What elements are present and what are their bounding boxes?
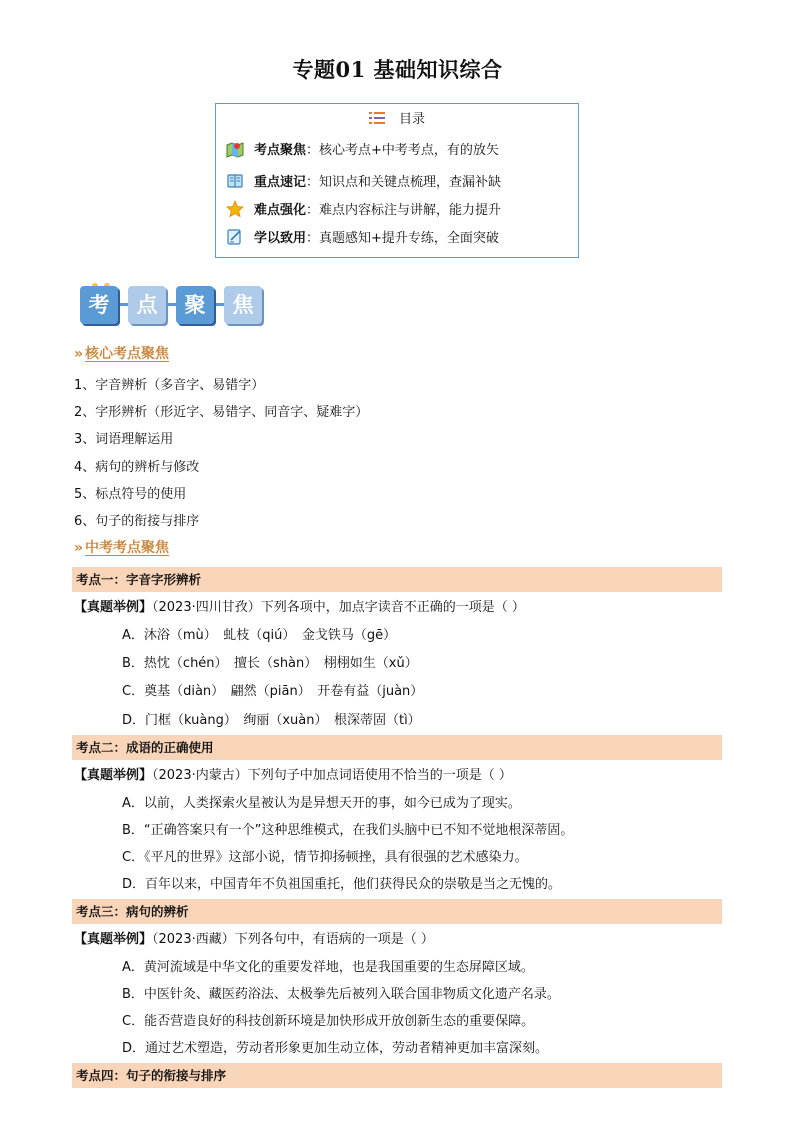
- answer-option: D．通过艺术塑造，劳动者形象更加生动立体，劳动者精神更加丰富深刻。: [122, 1041, 549, 1056]
- exam-point-band: 考点一：字音字形辨析: [72, 567, 722, 592]
- toc-heading: [216, 108, 578, 127]
- exam-question: [74, 928, 434, 947]
- toc-heading-text: 目录: [398, 112, 425, 127]
- section-badge: [80, 283, 270, 327]
- double-chevron-icon: »: [74, 540, 84, 556]
- toc-label: 考点聚焦: [254, 143, 307, 158]
- exam-point-band: 考点三：病句的辨析: [72, 899, 722, 924]
- toc-text: ：知识点和关键点梳理，查漏补缺: [306, 175, 502, 190]
- toc-row-practice: [226, 227, 499, 246]
- toc-row-focus: [226, 139, 499, 158]
- badge-char: 焦: [224, 286, 262, 324]
- badge-char: 点: [128, 286, 166, 324]
- answer-option: C．能否营造良好的科技创新环境是加快形成开放创新生态的重要保障。: [122, 1014, 535, 1029]
- exam-point-band: 考点四：句子的衔接与排序: [72, 1063, 722, 1088]
- core-item: 6、句子的衔接与排序: [74, 514, 200, 529]
- answer-option: B．热忱（chén） 擅长（shàn） 栩栩如生（xǔ）: [122, 656, 418, 671]
- edit-icon: [226, 228, 244, 246]
- question-tag: 【真题举例】: [74, 600, 153, 615]
- answer-option: A．黄河流域是中华文化的重要发祥地，也是我国重要的生态屏障区域。: [122, 960, 534, 975]
- core-section-title: 核心考点聚焦: [85, 346, 170, 362]
- toc-label: 重点速记: [254, 175, 307, 190]
- page-title: 专题01 基础知识综合: [292, 57, 503, 82]
- exam-point-band: 考点二：成语的正确使用: [72, 735, 722, 760]
- badge-char: 考: [80, 286, 118, 324]
- exam-section-title: 中考考点聚焦: [85, 540, 170, 556]
- core-item: 1、字音辨析（多音字、易错字）: [74, 378, 265, 393]
- answer-option: A．以前，人类探索火星被认为是异想天开的事，如今已成为了现实。: [122, 796, 521, 811]
- book-icon: [226, 172, 244, 190]
- answer-option: A．沐浴（mù） 虬枝（qiú） 金戈铁马（gē）: [122, 628, 397, 643]
- double-chevron-icon: »: [74, 346, 84, 362]
- core-item: 2、字形辨析（形近字、易错字、同音字、疑难字）: [74, 405, 369, 420]
- exam-question: [74, 596, 525, 615]
- answer-option: B．中医针灸、藏医药浴法、太极拳先后被列入联合国非物质文化遗产名录。: [122, 987, 560, 1002]
- toc-label: 学以致用: [254, 231, 307, 246]
- list-icon: [369, 112, 385, 124]
- core-item: 3、词语理解运用: [74, 432, 174, 447]
- badge-char: 聚: [176, 286, 214, 324]
- answer-option: C．《平凡的世界》这部小说，情节抑扬顿挫，具有很强的艺术感染力。: [122, 850, 528, 865]
- toc-text: ：难点内容标注与讲解，能力提升: [306, 203, 502, 218]
- toc-row-difficult: [226, 199, 501, 218]
- answer-option: D．百年以来，中国青年不负祖国重托，他们获得民众的崇敬是当之无愧的。: [122, 877, 562, 892]
- answer-option: D．门框（kuàng） 绚丽（xuàn） 根深蒂固（tì）: [122, 713, 421, 728]
- toc-row-notes: [226, 171, 501, 190]
- question-text: （2023·四川甘孜）下列各项中，加点字读音不正确的一项是（ ）: [152, 600, 525, 615]
- answer-option: B．“正确答案只有一个”这种思维模式，在我们头脑中已不知不觉地根深蒂固。: [122, 823, 574, 838]
- exam-question: [74, 764, 512, 783]
- toc-label: 难点强化: [254, 203, 307, 218]
- toc-text: ：真题感知+提升专练，全面突破: [306, 231, 499, 246]
- toc-box: [215, 103, 579, 258]
- question-text: （2023·西藏）下列各句中，有语病的一项是（ ）: [152, 932, 434, 947]
- question-tag: 【真题举例】: [74, 768, 153, 783]
- toc-text: ：核心考点+中考考点，有的放矢: [306, 143, 499, 158]
- question-tag: 【真题举例】: [74, 932, 153, 947]
- answer-option: C．奠基（diàn） 翩然（piān） 开卷有益（juàn）: [122, 684, 424, 699]
- question-text: （2023·内蒙古）下列句子中加点词语使用不恰当的一项是（ ）: [152, 768, 512, 783]
- core-item: 5、标点符号的使用: [74, 487, 187, 502]
- map-icon: [226, 140, 244, 158]
- exam-section-heading: [74, 537, 169, 557]
- core-section-heading: [74, 343, 169, 363]
- core-item: 4、病句的辨析与修改: [74, 460, 200, 475]
- star-icon: [226, 200, 244, 218]
